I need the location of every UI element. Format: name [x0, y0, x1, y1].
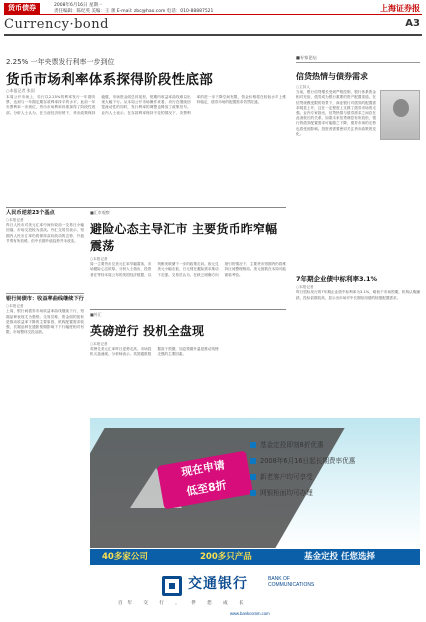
header-editors: 责任编辑：陈纪英 美编：王 蕾 E-mail: zbc@hao.com 电话：010-88887521 — [54, 9, 214, 14]
ad-feature-item: 新老客户均可享受 — [250, 472, 420, 482]
ad-feature-list — [250, 440, 420, 509]
sidebar-story2-byline: ○本报记者 — [6, 304, 24, 309]
story1-headline: 避险心态主导汇市 主要货币昨窄幅震荡 — [90, 222, 278, 253]
right-column-label: ■专家论坛 — [296, 55, 420, 63]
sidebar-story1-byline: ○本报记者 — [6, 218, 24, 222]
lead-body: 本周公开市场上，央行以2.25%的利率发行一年期央票，达到与一年期定期存款利率持平的水平，此前一年央票利率一步到位，货币市场利率体系探得了阶段性底部。分析人士认为，在当前经济形势下，货币政策保持稳健，市场资金面总体宽松，短期内收益率曲线难以出现大幅下行。从本周公开市场操作来看，央行在继续回笼流动性的同时，发行利率的调整也释放了政策信号。业内人士表示，在存款利率保持不变的情况下，央票利率的进一步下降空间有限，资金价格将在较低水平上维持稳定，债券市场的配置需求仍然旺盛。 — [6, 95, 286, 115]
sidebar-story2-title: 银行间债市：收益率曲线继续下行 — [6, 296, 84, 303]
left-sidebar — [6, 210, 84, 580]
middle-story-2 — [90, 312, 286, 412]
story2-byline: ○本报记者 — [90, 342, 108, 346]
ad-feature-item: 基金定投即刻8折优惠 — [250, 440, 420, 450]
header-rule — [4, 34, 422, 36]
lead-headline: 货币市场利率体系探得阶段性底部 — [6, 72, 213, 88]
page-number: A3 — [405, 18, 420, 29]
story1-tag: ■汇市观察 — [90, 210, 110, 215]
page-header — [4, 3, 422, 53]
story1-body: 周一主要货币兑美元汇率窄幅震荡，市场避险心态浓厚。分析人士指出，投资者在等待本周公布的美国经济数据，以判断美联储下一步的政策走向。欧元兑美元小幅走低，日元则在避险需求推动下走强。交易员认为，在缺乏明确方向指引的情况下，主要货币短期内仍将维持区间整理格局。美元指数在本周可能面临考验。 — [90, 262, 286, 277]
author-photo — [380, 90, 420, 140]
right-byline-2: ○本报记者 — [296, 285, 314, 290]
paper-name: 上海证券报 — [380, 3, 420, 13]
right-byline: ○主持人 — [296, 85, 310, 89]
bank-name-en — [268, 576, 314, 588]
lead-kicker: 2.25% 一年央票发行利率一步到位 — [6, 58, 115, 66]
bank-advertisement — [90, 418, 420, 618]
column-name: 货币债券 — [4, 3, 40, 14]
divider — [90, 309, 286, 310]
right-body-2: 昨日招标发行的7年期企业债中标利率为3.1%，略低于市场预期。机构认购踊跃，投标倍数较高，显示出市场对中长期信用债的较强配置需求。 — [296, 290, 420, 300]
divider — [6, 293, 84, 294]
right-column — [296, 55, 420, 360]
sidebar-story1-title: 人民币逆差23个基点 — [6, 210, 55, 216]
bank-slogan: 百年 交 行 ， 伴 您 成 长 — [118, 601, 249, 606]
bank-name-en-line1: BANK OF — [268, 576, 290, 582]
ad-feature-item: 网银柜面均可办理 — [250, 488, 420, 498]
ad-note: 具体优惠基金请见公告 — [260, 504, 296, 508]
right-headline: 信贷热情与债券需求 — [296, 72, 368, 81]
ad-stamp-line1: 现在申请 — [180, 458, 226, 479]
right-body: 当前，银行信贷增长受到严格控制，银行体系资金相对充裕，债券成为银行重要的资产配置渠道。在信贷规模受限的背景下，商业银行对债券的配置需求明显上升，这在一定程度上支撑了债券市场的走强。业内专家指出，信贷热情与债券需求之间存在此消彼长的关系，如果未来信贷调控有所放松，银行的债券配置需求可能随之下降，债券市场的走势也将受到影响。投资者需要密切关注货币政策的变化。 — [296, 90, 376, 136]
bank-url[interactable]: www.bankcomm.com — [230, 611, 270, 616]
bank-name: 交通银行 — [188, 576, 248, 592]
ad-bar-products: 200多只产品 — [200, 552, 252, 562]
lead-byline: ○本报记者 张国 — [6, 88, 35, 93]
ad-bar — [90, 549, 420, 565]
section-title-en: Currency·bond — [4, 17, 109, 32]
right-headline-2: 7年期企业债中标利率3.1% — [296, 275, 378, 284]
story1-byline: ○本报记者 — [90, 257, 108, 261]
story2-tag: ■外汇 — [90, 312, 102, 317]
ad-stamp-line2: 低至8折 — [185, 478, 228, 499]
ad-bank-block — [90, 568, 420, 618]
ad-bar-companies: 40多家公司 — [102, 552, 148, 562]
ad-banner — [90, 418, 420, 548]
divider — [6, 207, 286, 208]
sidebar-story2-body: 上周，银行间债券市场收益率曲线继续下行，短端品种表现尤为强势。交易员称，资金面的宽松是推动收益率下降的主要原因，机构配置需求较强，长端品种在通胀预期影响下下行幅度相对有限，市场整体交投活跃。 — [6, 309, 84, 335]
bank-name-en-line2: COMMUNICATIONS — [268, 582, 315, 588]
story2-body: 英镑兑美元汇率昨日逆势走高，市场投机买盘涌现。分析师表示，英国通胀数据高于预期，加息预期升温是推动英镑走强的主要因素。 — [90, 347, 219, 357]
ad-bar-slogan: 基金定投 任您选择 — [304, 552, 375, 562]
story2-headline: 英磅逆行 投机全盘现 — [90, 324, 205, 338]
bank-logo-icon — [162, 576, 182, 596]
header-top-strip — [4, 3, 422, 15]
header-date: 2008年6月16日 星期一 — [54, 3, 103, 8]
ad-feature-item: 2008年6月16日起长期费率优惠 — [250, 456, 420, 466]
header-meta — [54, 3, 274, 15]
right-body-wrap — [296, 90, 420, 262]
sidebar-story1-body: 昨日人民币对美元汇率中间价较前一交易日小幅回落，市场交投较为清淡。外汇交易员表示，短期内人民币汇率仍将保持双向波动的态势，升值节奏有所放缓，但中长期升值趋势并未改变。 — [6, 223, 84, 243]
